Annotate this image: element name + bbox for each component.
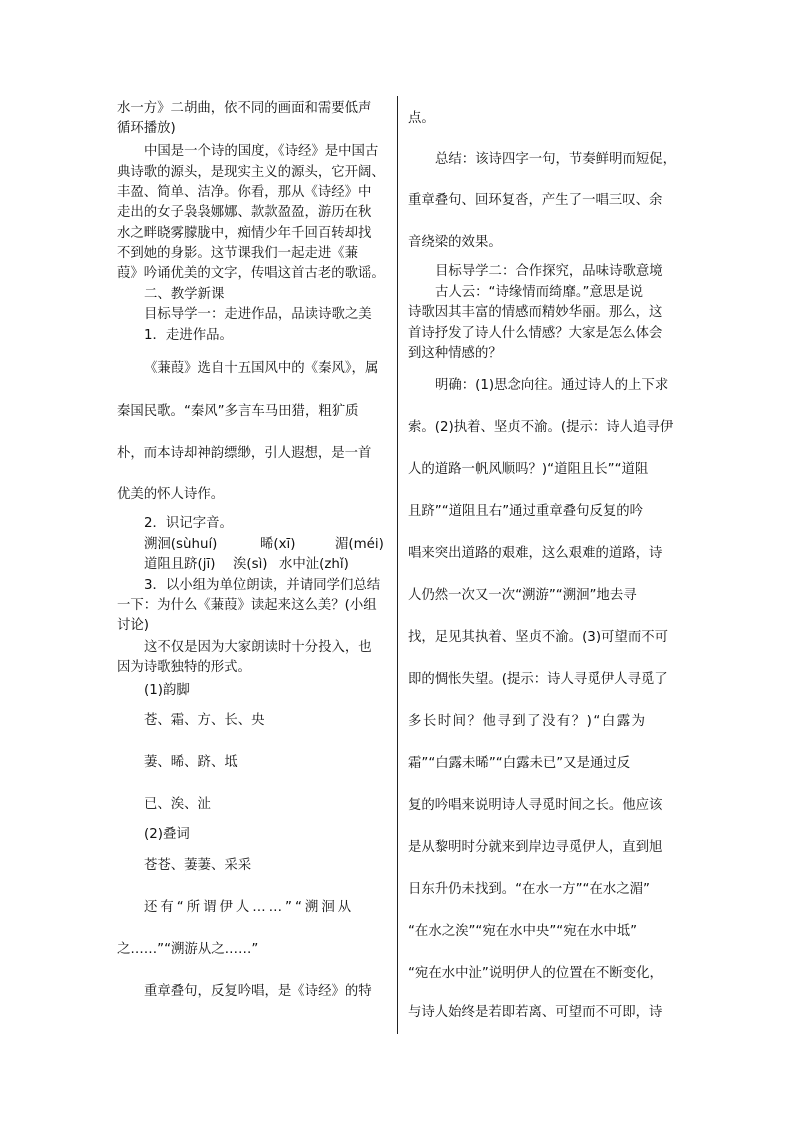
answer-line-2: 因为诗歌独特的形式。 [117, 660, 251, 675]
clarify-line-9: 多长时间？他寻到了没有？)“白露为 [408, 714, 647, 729]
goal-1-heading: 目标导学一：走进作品，品读诗歌之美 [144, 307, 372, 322]
intro-line-1: 水一方》二胡曲，依不同的画面和需要低声 [117, 101, 372, 116]
pron-5: 涘(sì) [233, 557, 268, 572]
para1-line-7: 葭》吟诵优美的文字，传唱这首古老的歌谣。 [117, 266, 385, 281]
quote-line-1: 古人云：“诗缘情而绮靡。”意思是说 [435, 285, 644, 300]
step-3-line-2: 一下：为什么《蒹葭》读起来这么美？(小组 [117, 598, 377, 613]
para1-line-1: 中国是一个诗的国度，《诗经》是中国古 [144, 144, 379, 159]
rhyme-group-1: 苍、霜、方、长、央 [144, 713, 265, 728]
repeat-heading: (2)叠词 [144, 827, 190, 842]
clarify-line-11: 复的吟唱来说明诗人寻觅时间之长。他应该 [408, 798, 663, 813]
quote-line-2: 诗歌因其丰富的情感而精妙华丽。那么，这 [408, 305, 663, 320]
clarify-line-2: 索。(2)执着、坚贞不渝。(提示：诗人追寻伊 [408, 420, 674, 435]
clarify-line-13: 日东升仍未找到。“在水一方”“在水之湄” [408, 882, 650, 897]
para1-line-2: 典诗歌的源头，是现实主义的源头，它开阔、 [117, 165, 385, 180]
clarify-line-15: “宛在水中沚”说明伊人的位置在不断变化， [408, 966, 663, 981]
section-heading: 二、教学新课 [144, 287, 225, 302]
clarify-line-3: 人的道路一帆风顺吗？)“道阻且长”“道阻 [408, 462, 649, 477]
clarify-line-8: 即的惆怅失望。(提示：诗人寻觅伊人寻觅了 [408, 672, 668, 687]
intro-line-2: 循环播放) [117, 121, 176, 136]
clarify-line-14: “在水之涘”“宛在水中央”“宛在水中坻” [408, 924, 638, 939]
step-3-line-3: 讨论) [117, 618, 150, 633]
goal-2-heading: 目标导学二：合作探究，品味诗歌意境 [435, 264, 663, 279]
clarify-line-1: 明确：(1)思念向往。通过诗人的上下求 [435, 378, 669, 393]
clarify-line-16: 与诗人始终是若即若离、可望而不可即，诗 [408, 1005, 663, 1020]
para1-line-6: 不到她的身影。这节课我们一起走进《蒹 [117, 246, 359, 261]
column-divider [397, 96, 398, 1034]
para1-line-3: 丰盈、简单、洁净。你看，那从《诗经》中 [117, 185, 372, 200]
clarify-line-6: 人仍然一次又一次“溯游”“溯洄”地去寻 [408, 588, 637, 603]
source-line-2: 秦国民歌。“秦风”多言车马田猎，粗犷质 [117, 404, 359, 419]
pron-3: 湄(méi) [335, 537, 384, 552]
summary-line-1: 总结：该诗四字一句，节奏鲜明而短促， [435, 152, 677, 167]
para1-line-5: 水之畔晓雾朦胧中，痴情少年千回百转却找 [117, 226, 372, 241]
pron-6: 水中沚(zhǐ) [279, 557, 349, 572]
continued-text: 点。 [408, 111, 435, 126]
para1-line-4: 走出的女子袅袅娜娜、款款盈盈，游历在秋 [117, 205, 372, 220]
step-2: 2．识记字音。 [144, 516, 233, 531]
clarify-line-10: 霜”“白露未晞”“白露未已”又是通过反 [408, 756, 631, 771]
pron-1: 溯洄(sùhuí) [144, 537, 218, 552]
also-line-2: 之……”“溯游从之……” [117, 942, 259, 957]
pron-2: 晞(xī) [260, 537, 296, 552]
rhyme-group-2: 萋、晞、跻、坻 [144, 755, 238, 770]
clarify-line-5: 唱来突出道路的艰难，这么艰难的道路，诗 [408, 546, 663, 561]
answer-line-1: 这不仅是因为大家朗读时十分投入，也 [144, 640, 372, 655]
closing-line: 重章叠句，反复吟唱，是《诗经》的特 [144, 984, 372, 999]
also-line-1: 还有“所谓伊人……”“溯洄从 [144, 900, 355, 915]
summary-line-3: 音绕梁的效果。 [408, 235, 502, 250]
rhyme-group-3: 已、涘、沚 [144, 797, 211, 812]
rhyme-heading: (1)韵脚 [144, 683, 190, 698]
step-3-line-1: 3．以小组为单位朗读，并请同学们总结 [144, 578, 381, 593]
source-line-4: 优美的怀人诗作。 [117, 487, 225, 502]
clarify-line-7: 找，足见其执着、坚贞不渝。(3)可望而不可 [408, 630, 668, 645]
step-1: 1．走进作品。 [144, 328, 233, 343]
summary-line-2: 重章叠句、回环复沓，产生了一唱三叹、余 [408, 193, 663, 208]
quote-line-4: 到这种情感的？ [408, 346, 502, 361]
repeat-words: 苍苍、萋萋、采采 [144, 858, 252, 873]
source-line-1: 《蒹葭》选自十五国风中的《秦风》，属 [144, 361, 379, 376]
quote-line-3: 首诗抒发了诗人什么情感？大家是怎么体会 [408, 326, 663, 341]
clarify-line-12: 是从黎明时分就来到岸边寻觅伊人，直到旭 [408, 840, 663, 855]
pron-4: 道阻且跻(jī) [144, 557, 216, 572]
source-line-3: 朴，而本诗却神韵缥缈，引人遐想，是一首 [117, 446, 372, 461]
clarify-line-4: 且跻”“道阻且右”通过重章叠句反复的吟 [408, 504, 644, 519]
